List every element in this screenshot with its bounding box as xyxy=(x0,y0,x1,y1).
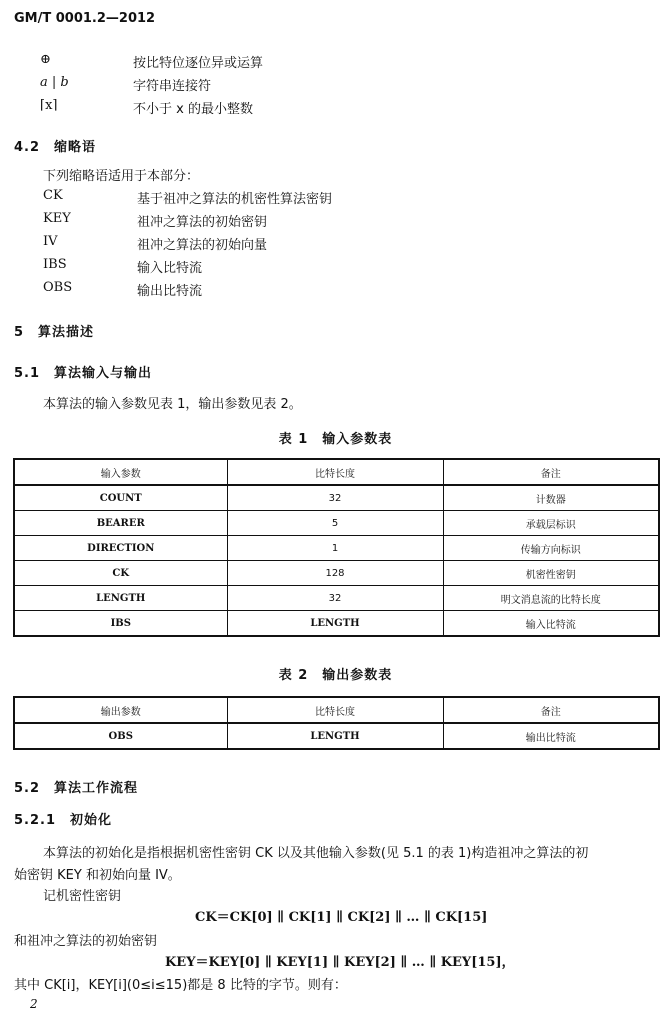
param-name: COUNT xyxy=(14,485,227,511)
document-code-header: GM/T 0001.2—2012 xyxy=(14,11,156,26)
symbol-xor: ⊕ xyxy=(40,52,51,67)
abbr-term: IBS xyxy=(43,257,67,272)
table-header: 备注 xyxy=(443,697,659,723)
symbol-ceil-desc: 不小于 x 的最小整数 xyxy=(133,102,253,117)
abbr-desc: 祖冲之算法的初始密钥 xyxy=(137,215,268,230)
remark: 承载层标识 xyxy=(443,511,659,536)
abbr-desc: 输出比特流 xyxy=(137,284,203,299)
section-5-1-text: 本算法的输入参数见表 1，输出参数见表 2。 xyxy=(43,397,302,412)
page-number: 2 xyxy=(30,997,38,1011)
symbol-ceil: ⌈x⌉ xyxy=(40,98,58,113)
param-name: DIRECTION xyxy=(14,536,227,561)
param-name: CK xyxy=(14,561,227,586)
abbr-term: OBS xyxy=(43,280,73,295)
bit-length: 1 xyxy=(227,536,443,561)
ck-intro: 记机密性密钥 xyxy=(43,889,122,904)
abbr-term: IV xyxy=(43,234,58,249)
symbol-concat: a | b xyxy=(40,75,69,90)
abbr-desc: 输入比特流 xyxy=(137,261,203,276)
table-row xyxy=(14,723,659,749)
table-header: 输入参数 xyxy=(14,459,227,485)
bit-length: 32 xyxy=(227,485,443,511)
init-paragraph-line2: 始密钥 KEY 和初始向量 IV。 xyxy=(14,868,181,883)
param-name: IBS xyxy=(14,611,227,637)
section-5-1-title: 5.1 算法输入与输出 xyxy=(14,366,153,381)
bit-length: 32 xyxy=(227,586,443,611)
key-intro: 和祖冲之算法的初始密钥 xyxy=(14,934,158,949)
table-row xyxy=(14,611,659,637)
input-parameters-table xyxy=(13,458,660,637)
bit-length: LENGTH xyxy=(227,723,443,749)
ck-equation: CK＝CK[0] ∥ CK[1] ∥ CK[2] ∥ … ∥ CK[15] xyxy=(195,910,488,925)
abbr-term: KEY xyxy=(43,211,71,226)
remark: 输入比特流 xyxy=(443,611,659,637)
param-name: BEARER xyxy=(14,511,227,536)
key-equation: KEY＝KEY[0] ∥ KEY[1] ∥ KEY[2] ∥ … ∥ KEY[15]， xyxy=(165,955,515,970)
abbr-desc: 祖冲之算法的初始向量 xyxy=(137,238,268,253)
table-header: 备注 xyxy=(443,459,659,485)
remark: 计数器 xyxy=(443,485,659,511)
bit-length: LENGTH xyxy=(227,611,443,637)
output-parameters-table xyxy=(13,696,660,750)
bit-length: 5 xyxy=(227,511,443,536)
remark: 机密性密钥 xyxy=(443,561,659,586)
symbol-xor-desc: 按比特位逐位异或运算 xyxy=(133,56,264,71)
table-row xyxy=(14,511,659,536)
table-row xyxy=(14,536,659,561)
remark: 明文消息流的比特长度 xyxy=(443,586,659,611)
symbol-concat-desc: 字符串连接符 xyxy=(133,79,212,94)
bytes-statement: 其中 CK[i]，KEY[i](0≤i≤15)都是 8 比特的字节。则有： xyxy=(14,978,347,993)
table-row xyxy=(14,586,659,611)
section-4-2-title: 4.2 缩略语 xyxy=(14,140,97,155)
abbr-desc: 基于祖冲之算法的机密性算法密钥 xyxy=(137,192,333,207)
abbreviations-intro: 下列缩略语适用于本部分： xyxy=(43,169,200,184)
abbr-term: CK xyxy=(43,188,63,203)
section-5-2-title: 5.2 算法工作流程 xyxy=(14,781,139,796)
table-1-caption: 表 1 输入参数表 xyxy=(278,432,393,447)
init-paragraph-line1: 本算法的初始化是指根据机密性密钥 CK 以及其他输入参数(见 5.1 的表 1)构造祖冲之算法的初 xyxy=(43,846,589,861)
table-header: 输出参数 xyxy=(14,697,227,723)
section-5-title: 5 算法描述 xyxy=(14,325,95,340)
remark: 传输方向标识 xyxy=(443,536,659,561)
table-row xyxy=(14,485,659,511)
remark: 输出比特流 xyxy=(443,723,659,749)
table-header: 比特长度 xyxy=(227,459,443,485)
table-2-caption: 表 2 输出参数表 xyxy=(278,668,393,683)
bit-length: 128 xyxy=(227,561,443,586)
table-header: 比特长度 xyxy=(227,697,443,723)
param-name: OBS xyxy=(14,723,227,749)
section-5-2-1-title: 5.2.1 初始化 xyxy=(14,813,113,828)
param-name: LENGTH xyxy=(14,586,227,611)
table-row xyxy=(14,561,659,586)
